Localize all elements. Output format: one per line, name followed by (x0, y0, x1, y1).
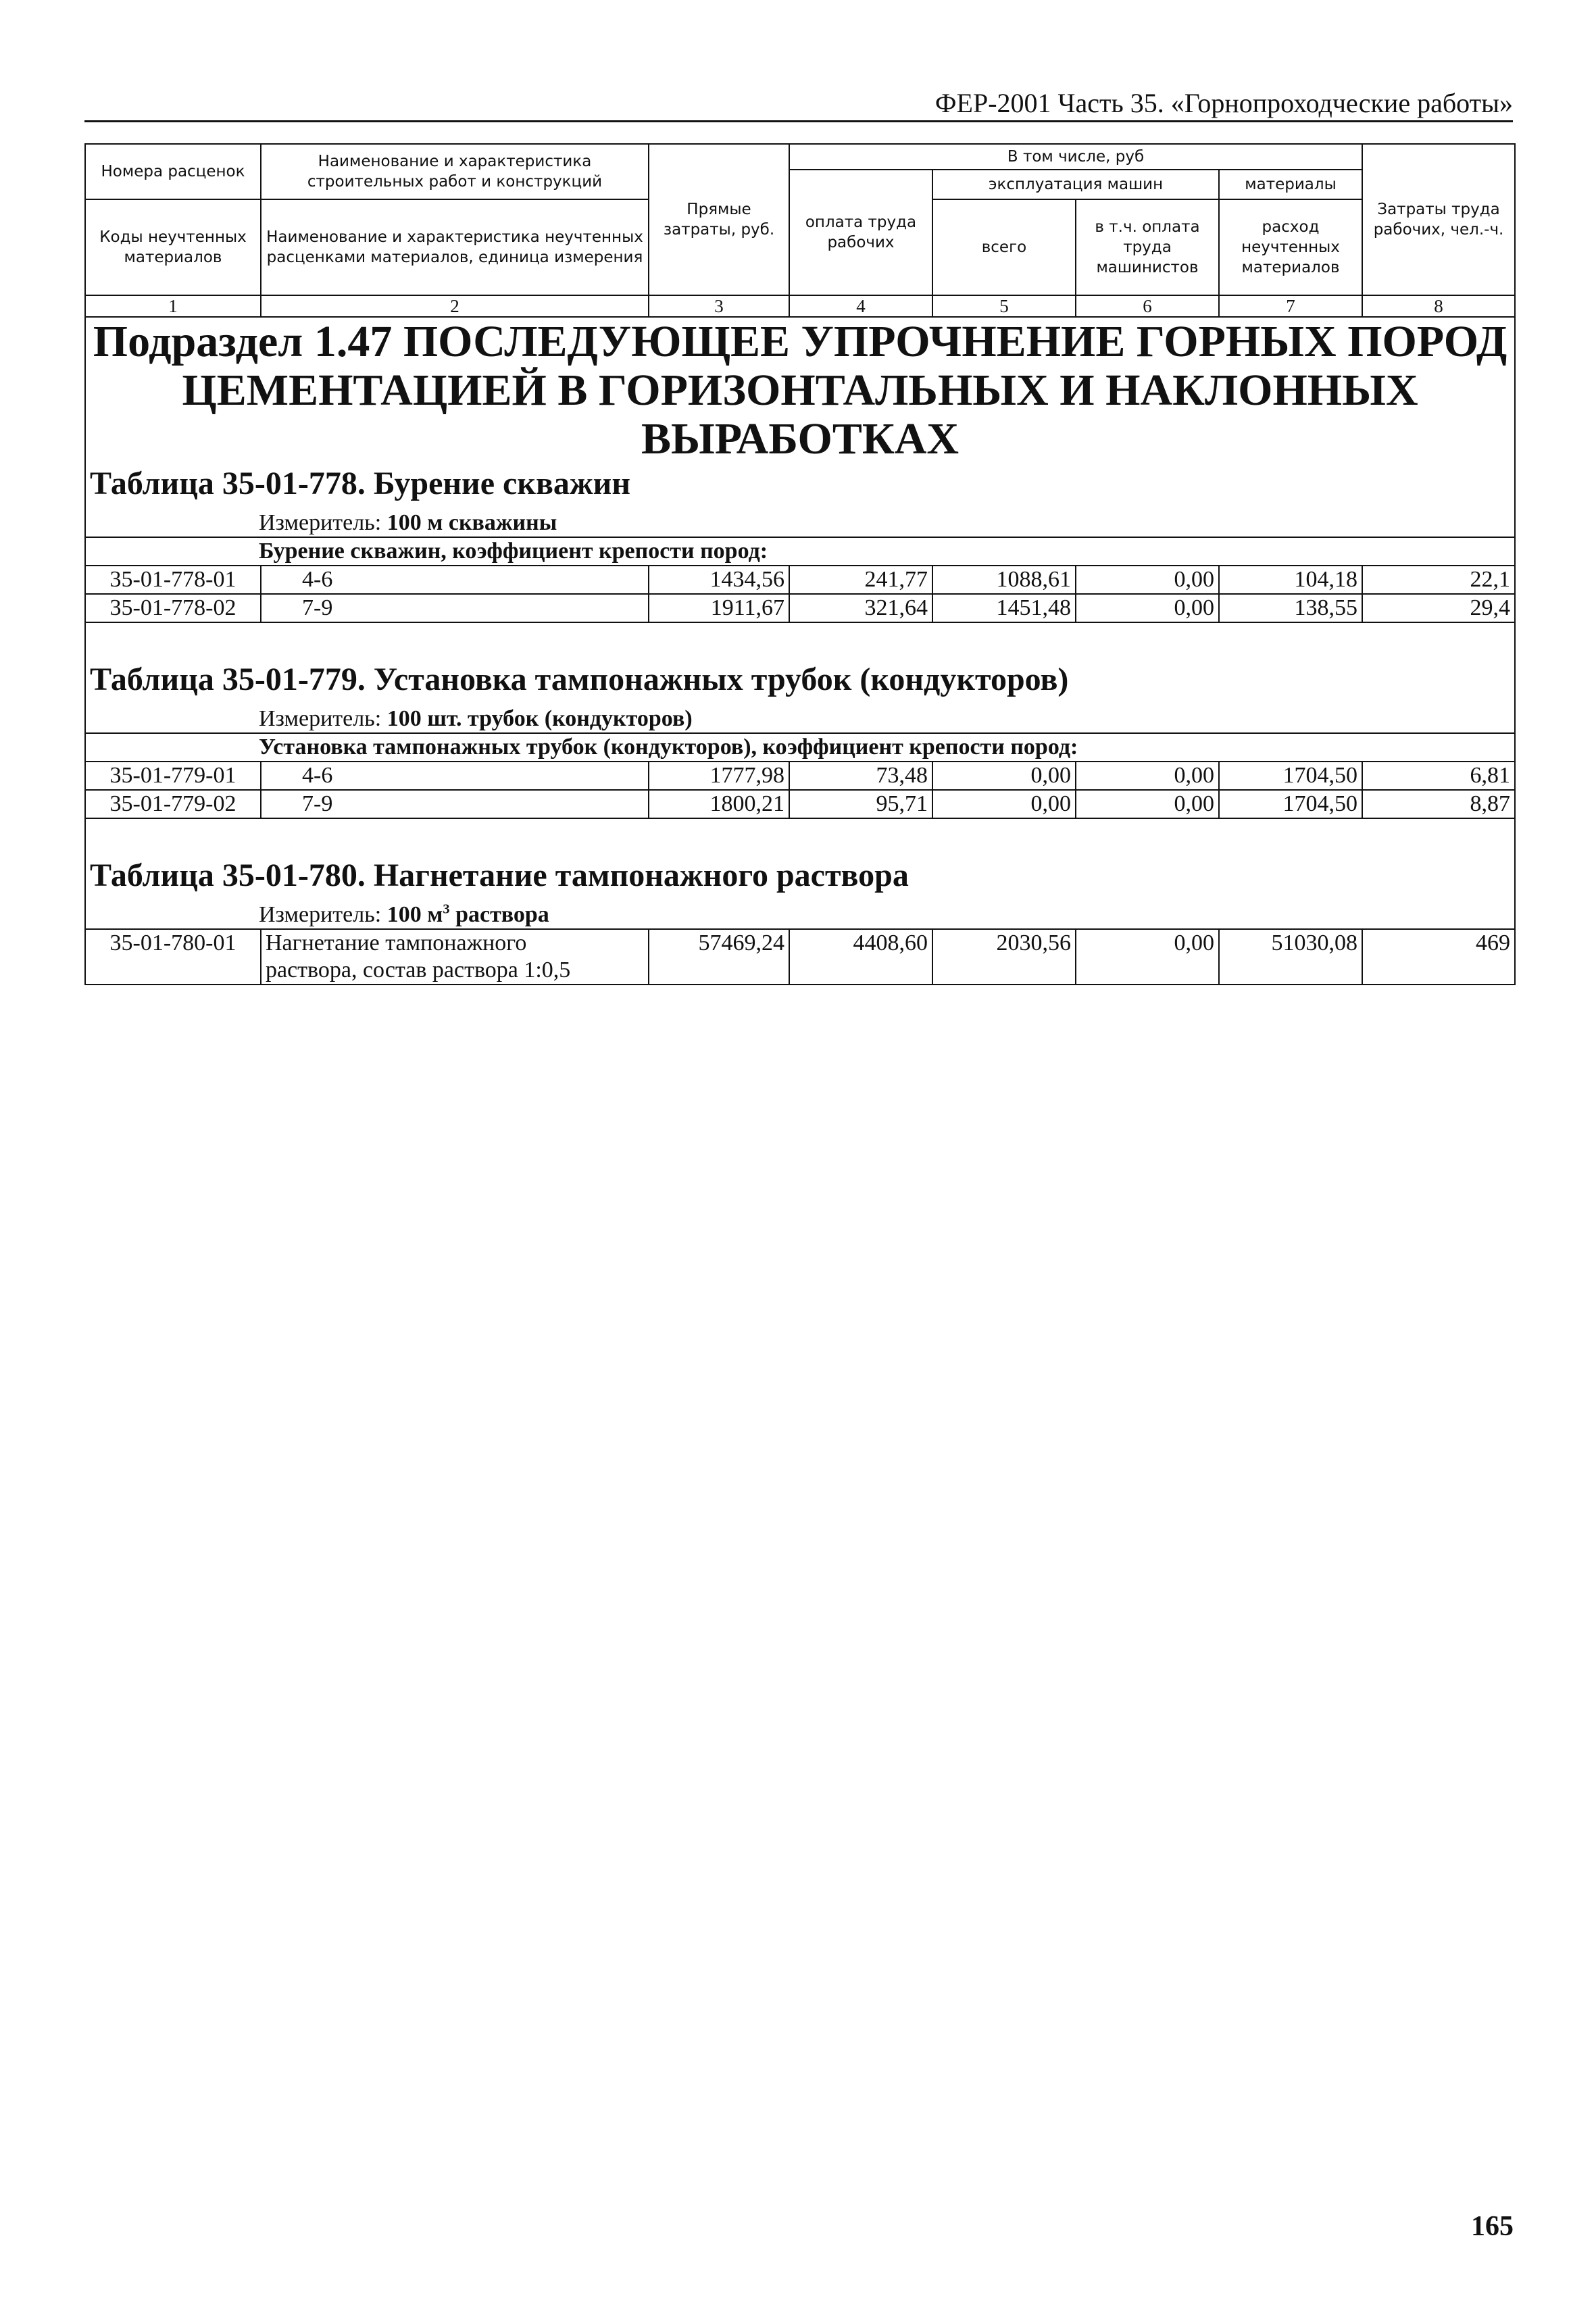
rate-code: 35-01-778-01 (85, 566, 261, 594)
col-number: 5 (932, 295, 1076, 317)
rate-code: 35-01-779-01 (85, 762, 261, 790)
direct-cost: 1434,56 (649, 566, 789, 594)
materials-consumption-header: расход неучтенных материалов (1219, 199, 1362, 295)
rate-name-line1: Нагнетание тампонажного (266, 930, 527, 955)
col-number: 6 (1076, 295, 1219, 317)
measure-label: Измеритель: (259, 510, 387, 535)
machines-header: эксплуатация машин (932, 170, 1219, 199)
rates-table (84, 143, 1516, 985)
including-header: В том числе, руб (789, 144, 1362, 170)
labor-pay: 73,48 (789, 762, 932, 790)
direct-cost: 1911,67 (649, 594, 789, 622)
group-header: Установка тампонажных трубок (кондукторов), коэффициент крепости пород: (85, 733, 1515, 762)
measure-line (85, 504, 1515, 537)
subsection-title-line2: ЦЕМЕНТАЦИЕЙ В ГОРИЗОНТАЛЬНЫХ И НАКЛОННЫХ ВЫРАБОТКАХ (182, 366, 1418, 464)
labor-pay-header: оплата труда рабочих (789, 170, 932, 295)
measure-value: 100 м скважины (386, 510, 557, 535)
materials: 104,18 (1219, 566, 1362, 594)
direct-costs-header: Прямые затраты, руб. (649, 144, 789, 295)
direct-cost: 1800,21 (649, 790, 789, 818)
labor-pay: 95,71 (789, 790, 932, 818)
machines-total: 0,00 (932, 762, 1076, 790)
labor-hours: 6,81 (1362, 762, 1515, 790)
col1-top-header: Номера расценок (85, 144, 261, 199)
table-row (85, 929, 1515, 985)
col-number: 1 (85, 295, 261, 317)
rate-code: 35-01-779-02 (85, 790, 261, 818)
measure-value: 100 шт. трубок (кондукторов) (386, 706, 693, 731)
measure-label: Измеритель: (259, 902, 387, 927)
labor-pay: 321,64 (789, 594, 932, 622)
rate-name: 4-6 (261, 566, 649, 594)
machines-labor: 0,00 (1076, 594, 1219, 622)
rate-name (261, 929, 649, 985)
table-row (85, 790, 1515, 818)
rate-name: 7-9 (261, 790, 649, 818)
machines-total: 2030,56 (932, 929, 1076, 985)
table-row (85, 566, 1515, 594)
materials: 1704,50 (1219, 762, 1362, 790)
header-rule (84, 120, 1513, 122)
direct-cost: 57469,24 (649, 929, 789, 985)
measure-label: Измеритель: (259, 706, 387, 731)
machines-labor: 0,00 (1076, 790, 1219, 818)
machines-labor-header: в т.ч. оплата труда машинистов (1076, 199, 1219, 295)
col-number: 2 (261, 295, 649, 317)
machines-total: 1088,61 (932, 566, 1076, 594)
measure-line (85, 896, 1515, 929)
table-title: Таблица 35-01-780. Нагнетание тампонажного раствора (85, 818, 1515, 896)
running-header: ФЕР-2001 Часть 35. «Горнопроходческие работы» (934, 88, 1513, 118)
col-number: 8 (1362, 295, 1515, 317)
table-row (85, 594, 1515, 622)
materials: 1704,50 (1219, 790, 1362, 818)
table-row (85, 762, 1515, 790)
col-number: 3 (649, 295, 789, 317)
page-number: 165 (1471, 2211, 1514, 2242)
labor-pay: 4408,60 (789, 929, 932, 985)
labor-cost-header: Затраты труда рабочих, чел.-ч. (1362, 144, 1515, 295)
materials: 51030,08 (1219, 929, 1362, 985)
materials-header: материалы (1219, 170, 1362, 199)
machines-total-header: всего (932, 199, 1076, 295)
rate-name: 7-9 (261, 594, 649, 622)
labor-hours: 29,4 (1362, 594, 1515, 622)
machines-total: 0,00 (932, 790, 1076, 818)
group-header: Бурение скважин, коэффициент крепости пород: (85, 537, 1515, 566)
col-number: 7 (1219, 295, 1362, 317)
labor-hours: 8,87 (1362, 790, 1515, 818)
table-title: Таблица 35-01-778. Бурение скважин (85, 464, 1515, 504)
machines-labor: 0,00 (1076, 762, 1219, 790)
subsection-title-line1: Подраздел 1.47 ПОСЛЕДУЮЩЕЕ УПРОЧНЕНИЕ ГОРНЫХ ПОРОД (93, 317, 1507, 366)
rate-name-line2: раствора, состав раствора 1:0,5 (266, 957, 571, 982)
rate-code: 35-01-778-02 (85, 594, 261, 622)
col2-bottom-header: Наименование и характеристика неучтенных расценками материалов, единица измерения (261, 199, 649, 295)
col1-bottom-header: Коды неучтенных материалов (85, 199, 261, 295)
col-number: 4 (789, 295, 932, 317)
subsection-title (85, 317, 1515, 464)
rate-code: 35-01-780-01 (85, 929, 261, 985)
materials: 138,55 (1219, 594, 1362, 622)
table-title: Таблица 35-01-779. Установка тампонажных трубок (кондукторов) (85, 622, 1515, 700)
rate-name: 4-6 (261, 762, 649, 790)
measure-value: 100 $м^3$ раствора (386, 901, 549, 927)
machines-total: 1451,48 (932, 594, 1076, 622)
measure-line (85, 700, 1515, 733)
labor-pay: 241,77 (789, 566, 932, 594)
labor-hours: 22,1 (1362, 566, 1515, 594)
direct-cost: 1777,98 (649, 762, 789, 790)
col2-top-header: Наименование и характеристика строительных работ и конструкций (261, 144, 649, 199)
machines-labor: 0,00 (1076, 929, 1219, 985)
machines-labor: 0,00 (1076, 566, 1219, 594)
labor-hours: 469 (1362, 929, 1515, 985)
